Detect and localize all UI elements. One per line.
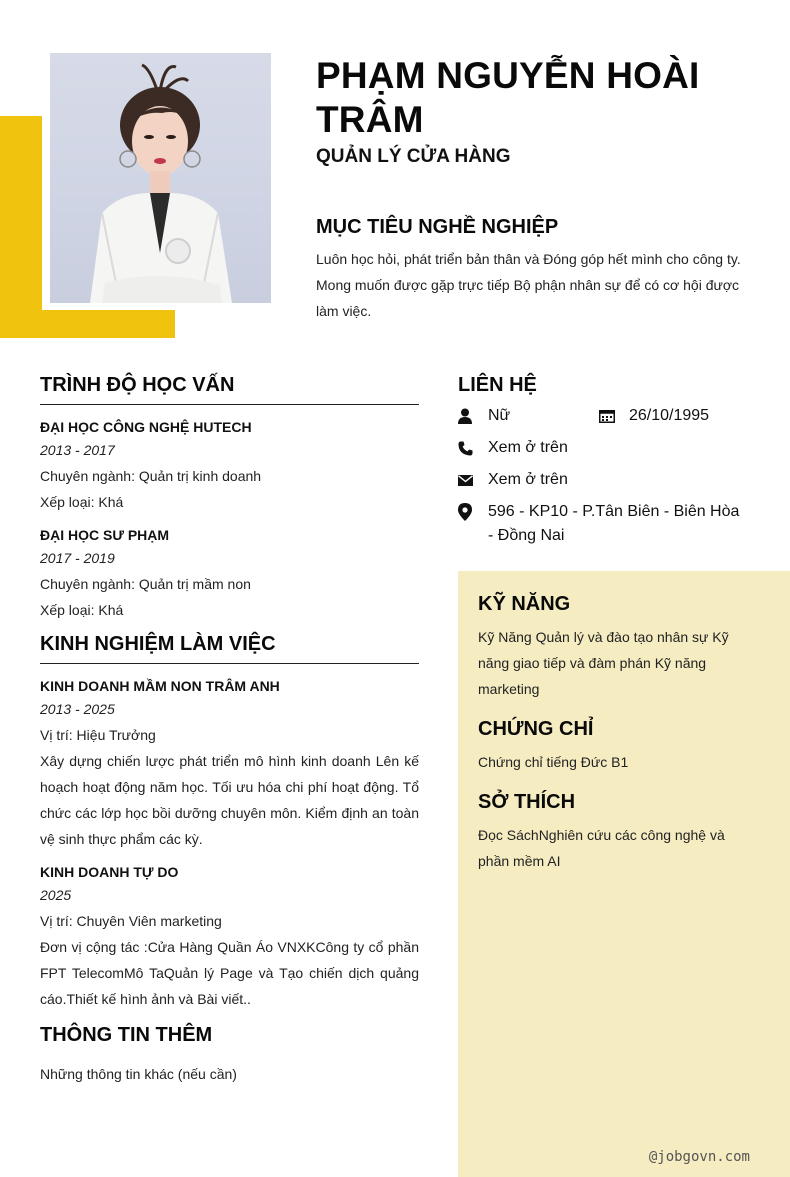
contact-address (458, 500, 758, 548)
phone-value: Xem ở trên (488, 439, 568, 456)
school-name: ĐẠI HỌC SƯ PHẠM (40, 527, 170, 543)
experience-position: Vị trí: Hiệu Trưởng (40, 727, 156, 743)
education-heading: TRÌNH ĐỘ HỌC VẤN (40, 374, 419, 405)
gender-value: Nữ (488, 407, 511, 424)
certificates-heading: CHỨNG CHỈ (478, 718, 594, 740)
hobbies-text: Đọc SáchNghiên cứu các công nghệ và phần mềm AI (478, 827, 725, 869)
location-pin-icon (458, 500, 488, 524)
side-panel (458, 571, 790, 1177)
company-name: KINH DOANH TỰ DO (40, 864, 179, 880)
contact-phone (458, 436, 568, 460)
experience-heading: KINH NGHIỆM LÀM VIỆC (40, 633, 419, 664)
person-icon (458, 404, 488, 428)
candidate-name: PHẠM NGUYỄN HOÀI TRÂM (316, 55, 700, 140)
profile-photo (50, 53, 271, 303)
certificates-text: Chứng chỉ tiếng Đức B1 (478, 754, 629, 770)
birthday-value: 26/10/1995 (629, 407, 710, 424)
experience-entry (40, 676, 419, 852)
additional-text: Những thông tin khác (nếu cần) (40, 1066, 237, 1082)
education-entry (40, 525, 419, 623)
objective-heading: MỤC TIÊU NGHỀ NGHIỆP (316, 216, 559, 238)
objective-text: Luôn học hỏi, phát triển bản thân và Đóng góp hết mình cho công ty. Mong muốn được gặp trực tiếp Bộ phận nhân sự để có cơ hội được làm việc. (316, 251, 741, 319)
experience-entry (40, 862, 419, 1012)
experience-date: 2025 (40, 887, 72, 903)
contact-gender (458, 404, 510, 428)
contact-heading: LIÊN HỆ (458, 374, 537, 396)
education-major: Chuyên ngành: Quản trị mầm non (40, 576, 251, 592)
experience-description: Đơn vị cộng tác :Cửa Hàng Quần Áo VNXKCông ty cổ phần FPT TelecomMô TaQuản lý Page và Tạo chiến dịch quảng cáo.Thiết kế hình ảnh và Bài viết.. (40, 939, 419, 1007)
contact-birthday (599, 404, 709, 428)
left-column (40, 374, 419, 1087)
skills-heading: KỸ NĂNG (478, 593, 571, 615)
hobbies-heading: SỞ THÍCH (478, 791, 576, 813)
envelope-icon (458, 468, 488, 492)
education-entry (40, 417, 419, 515)
address-value: 596 - KP10 - P.Tân Biên - Biên Hòa - Đồng Nai (488, 503, 740, 544)
education-grade: Xếp loại: Khá (40, 494, 124, 510)
education-major: Chuyên ngành: Quản trị kinh doanh (40, 468, 262, 484)
contact-email (458, 468, 568, 492)
education-date: 2017 - 2019 (40, 550, 115, 566)
watermark: @jobgovn.com (648, 1149, 750, 1165)
company-name: KINH DOANH MẦM NON TRÂM ANH (40, 678, 280, 694)
experience-date: 2013 - 2025 (40, 701, 115, 717)
experience-description: Xây dựng chiến lược phát triển mô hình kinh doanh Lên kế hoạch hoạt động năm học. Tối ưu hóa chi phí hoạt động. Tổ chức các lớp học bồi dưỡng chuyên môn. Kiểm định an toàn vệ sinh thực phẩm các kỳ. (40, 753, 419, 847)
skills-text: Kỹ Năng Quản lý và đào tạo nhân sự Kỹ năng giao tiếp và đàm phán Kỹ năng marketing (478, 629, 729, 697)
experience-position: Vị trí: Chuyên Viên marketing (40, 913, 222, 929)
additional-heading: THÔNG TIN THÊM (40, 1024, 213, 1046)
calendar-icon (599, 404, 629, 428)
job-title: QUẢN LÝ CỬA HÀNG (316, 146, 511, 167)
education-grade: Xếp loại: Khá (40, 602, 124, 618)
email-value: Xem ở trên (488, 471, 568, 488)
accent-bar-horizontal (0, 310, 175, 338)
school-name: ĐẠI HỌC CÔNG NGHỆ HUTECH (40, 419, 252, 435)
education-date: 2013 - 2017 (40, 442, 115, 458)
phone-icon (458, 436, 488, 460)
accent-bar-vertical (0, 116, 42, 338)
